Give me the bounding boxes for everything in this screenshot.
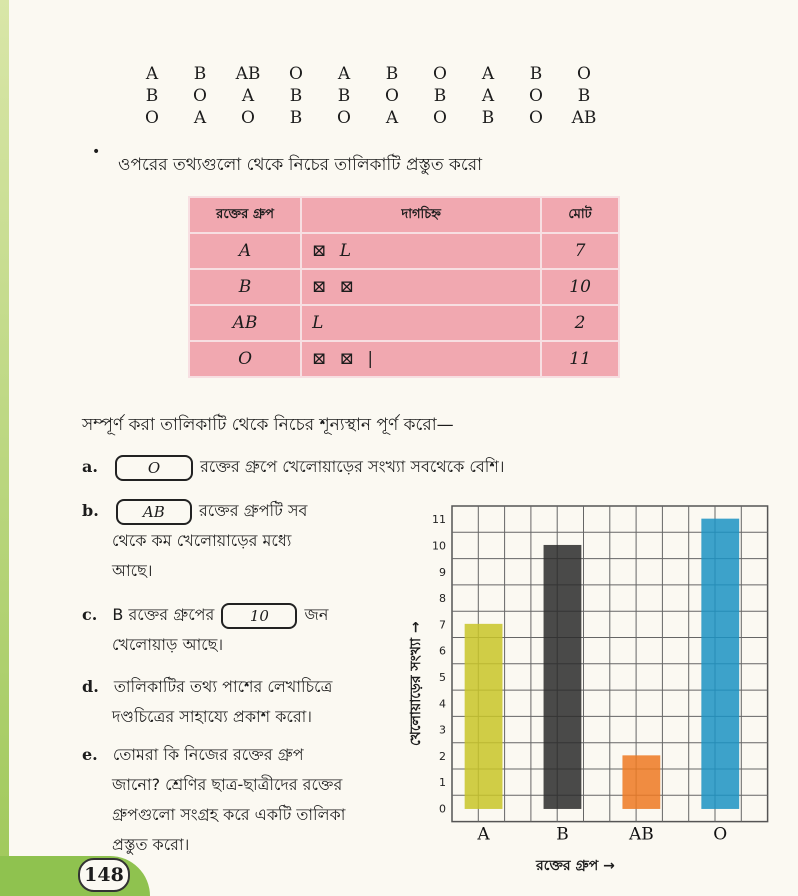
fill-blanks-prompt: সম্পূর্ণ করা তালিকাটি থেকে নিচের শূন্যস্থান পূর্ণ করো— [82, 415, 454, 435]
header-blood-group: রক্তের গ্রুপ [189, 197, 301, 233]
data-cell: B [481, 108, 495, 128]
question-text: B রক্তের গ্রুপের [112, 605, 215, 624]
x-tick-label: B [556, 824, 569, 845]
row-group: AB [189, 305, 301, 341]
row-total: 11 [541, 341, 619, 377]
question-letter: e. [82, 745, 98, 764]
data-cell: A [193, 108, 207, 128]
question-text: প্রস্তুত করো। [112, 835, 190, 854]
data-cell: B [289, 86, 303, 106]
data-cell: B [289, 108, 303, 128]
header-tally: দাগচিহ্ন [301, 197, 541, 233]
data-cell: B [529, 64, 543, 84]
data-cell: B [385, 64, 399, 84]
y-tick-label: 4 [439, 697, 446, 711]
data-row-2 [128, 86, 608, 108]
data-cell: O [337, 108, 351, 128]
data-cell: B [193, 64, 207, 84]
row-group: A [189, 233, 301, 269]
question-text: তালিকাটির তথ্য পাশের লেখাচিত্রে [113, 677, 333, 696]
data-cell: A [337, 64, 351, 84]
y-tick-label: 6 [439, 644, 446, 658]
question-d [82, 672, 332, 732]
question-letter: a. [82, 457, 98, 476]
y-tick-label: 1 [439, 776, 446, 790]
data-cell: O [241, 108, 255, 128]
data-cell: A [241, 86, 255, 106]
y-axis-title: খেলোয়াড়ের সংখ্যা → [408, 621, 424, 746]
bar-o [702, 519, 739, 808]
bar-ab [623, 756, 660, 809]
x-tick-label: O [713, 824, 728, 845]
data-cell: O [433, 64, 447, 84]
data-cell: B [337, 86, 351, 106]
x-tick-label: A [477, 824, 490, 845]
question-b [82, 496, 307, 586]
y-tick-label: 10 [432, 539, 446, 553]
row-tally: ⊠ ⊠ | [301, 341, 541, 377]
question-letter: c. [82, 605, 98, 624]
bullet-dot-icon: • [92, 144, 101, 160]
y-tick-label: 8 [439, 592, 446, 606]
table-row [189, 305, 619, 341]
x-axis-title: রক্তের গ্রুপ → [536, 858, 615, 874]
data-cell: A [385, 108, 399, 128]
question-text: রক্তের গ্রুপটি সব [198, 501, 308, 520]
data-cell: O [145, 108, 159, 128]
data-cell: O [433, 108, 447, 128]
question-text: জানো? শ্রেণির ছাত্র-ছাত্রীদের রক্তের [112, 775, 343, 794]
data-cell: A [145, 64, 159, 84]
data-row-3 [128, 108, 608, 130]
page-number: 148 [78, 858, 130, 892]
raw-blood-group-data [128, 64, 608, 130]
question-e [82, 740, 345, 860]
question-letter: d. [82, 677, 99, 696]
data-cell: AB [571, 108, 597, 128]
row-group: O [189, 341, 301, 377]
data-cell: O [577, 64, 591, 84]
table-row [189, 233, 619, 269]
y-tick-label: 2 [439, 749, 446, 763]
row-total: 7 [541, 233, 619, 269]
question-c [82, 600, 328, 660]
question-text: রক্তের গ্রুপে খেলোয়াড়ের সংখ্যা সবথেকে বেশি। [200, 457, 505, 476]
table-row [189, 341, 619, 377]
data-row-1 [128, 64, 608, 86]
table-instruction: ওপরের তথ্যগুলো থেকে নিচের তালিকাটি প্রস্তুত করো [118, 155, 483, 175]
data-cell: O [193, 86, 207, 106]
data-cell: B [577, 86, 591, 106]
data-cell: O [529, 86, 543, 106]
data-cell: AB [235, 64, 261, 84]
data-cell: O [529, 108, 543, 128]
data-cell: O [289, 64, 303, 84]
page-edge-strip [0, 0, 9, 896]
row-total: 10 [541, 269, 619, 305]
question-text: তোমরা কি নিজের রক্তের গ্রুপ [112, 745, 304, 764]
question-text: আছে। [112, 561, 153, 580]
data-cell: B [433, 86, 447, 106]
y-tick-label: 9 [439, 565, 446, 579]
y-tick-label: 5 [439, 670, 446, 684]
data-cell: B [145, 86, 159, 106]
row-group: B [189, 269, 301, 305]
blood-group-bar-chart [380, 490, 780, 860]
answer-box-a[interactable]: O [115, 455, 193, 481]
data-cell: A [481, 64, 495, 84]
question-text: দণ্ডচিত্রের সাহায্যে প্রকাশ করো। [112, 707, 312, 726]
question-text: থেকে কম খেলোয়াড়ের মধ্যে [112, 531, 292, 550]
row-tally: L [301, 305, 541, 341]
header-total: মোট [541, 197, 619, 233]
data-cell: O [385, 86, 399, 106]
question-text: গ্রুপগুলো সংগ্রহ করে একটি তালিকা [112, 805, 346, 824]
y-tick-label: 3 [439, 723, 446, 737]
data-cell: A [481, 86, 495, 106]
y-tick-label: 0 [439, 802, 446, 816]
question-letter: b. [82, 501, 99, 520]
answer-box-c[interactable]: 10 [221, 603, 297, 629]
y-tick-label: 11 [432, 513, 446, 527]
y-tick-label: 7 [439, 618, 446, 632]
x-tick-label: AB [628, 824, 654, 845]
row-total: 2 [541, 305, 619, 341]
bar-a [465, 624, 502, 808]
table-header-row [189, 197, 619, 233]
question-text: জন [304, 605, 329, 624]
tally-table [188, 196, 620, 378]
row-tally: ⊠ ⊠ [301, 269, 541, 305]
question-text: খেলোয়াড় আছে। [112, 635, 224, 654]
answer-box-b[interactable]: AB [116, 499, 192, 525]
row-tally: ⊠ L [301, 233, 541, 269]
question-a [82, 452, 505, 482]
bar-b [544, 545, 581, 808]
table-row [189, 269, 619, 305]
